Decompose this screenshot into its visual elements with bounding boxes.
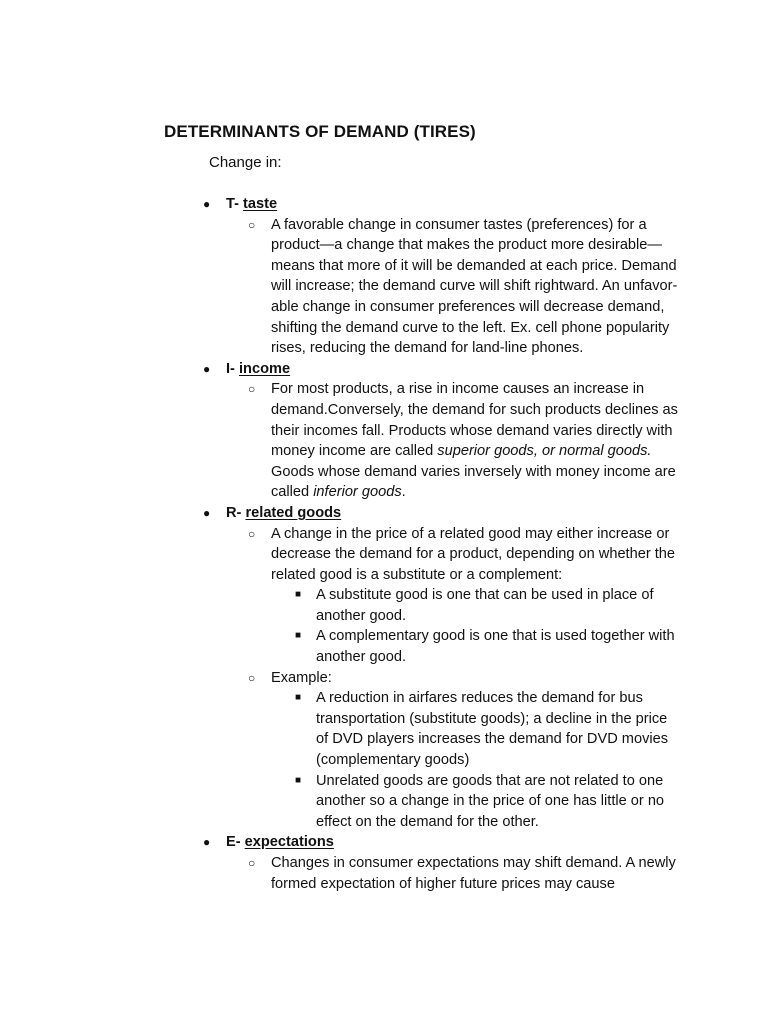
bullet-circle-icon: ○ bbox=[248, 856, 256, 870]
sub-item-related-description bbox=[0, 524, 681, 586]
bullet-square-icon: ■ bbox=[295, 630, 302, 642]
italic-text: superior goods, or normal goods. bbox=[437, 443, 652, 460]
heading-taste bbox=[226, 196, 277, 212]
paragraph-text: A favorable change in consumer tastes (preferences) for a product—a change that makes the product more desirable—means that more of it will be demanded at each price. Demand will increase; the demand curve will shift rightward. An unfavor- able change in consumer preferences will decrease demand, shifting the demand curve to the left. Ex. cell phone popularity rises, reducing the demand for land-line phones. bbox=[271, 216, 678, 357]
list-item-income bbox=[0, 359, 768, 380]
bullet-square-icon: ■ bbox=[295, 774, 302, 786]
document-body bbox=[0, 194, 768, 894]
paragraph-text bbox=[271, 381, 678, 500]
paragraph-text: A complementary good is one that is used together with another good. bbox=[316, 628, 675, 666]
bullet-circle-icon: ○ bbox=[248, 670, 256, 685]
text-run: . bbox=[401, 484, 406, 501]
sub-item-example bbox=[0, 668, 681, 689]
sub-sub-item-complementary bbox=[0, 626, 681, 667]
sub-item-income-description bbox=[0, 379, 681, 503]
sub-sub-item-example-unrelated bbox=[0, 771, 681, 833]
bullet-disc-icon: ● bbox=[203, 361, 211, 376]
bullet-disc-icon: ● bbox=[203, 505, 211, 520]
page-title: DETERMINANTS OF DEMAND (TIRES) bbox=[164, 122, 476, 141]
bullet-square-icon: ■ bbox=[295, 692, 302, 704]
heading-prefix: R- bbox=[226, 504, 246, 521]
text-run: For most products, a rise in income causes an increase in demand.Conversely, the demand for such products declines as their incomes fall. Products whose demand varies directly with money income are called bbox=[271, 381, 678, 460]
paragraph-text: Unrelated goods are goods that are not related to one another so a change in the price of one has little or no effect on the demand for the other. bbox=[316, 772, 665, 830]
heading-prefix: I- bbox=[226, 360, 239, 377]
heading-prefix: T- bbox=[226, 196, 244, 212]
sub-item-expectations-description bbox=[0, 853, 681, 894]
sub-item-taste-description bbox=[0, 215, 681, 359]
heading-term: income bbox=[238, 360, 291, 377]
paragraph-text: A change in the price of a related good may either increase or decrease the demand for a product, depending on whether the related good is a substitute or a complement: bbox=[271, 525, 676, 583]
bullet-disc-icon: ● bbox=[203, 197, 211, 211]
list-item-taste bbox=[0, 194, 768, 215]
heading-income bbox=[226, 361, 290, 377]
bullet-circle-icon: ○ bbox=[248, 217, 256, 232]
paragraph-text: Changes in consumer expectations may shift demand. A newly formed expectation of higher future prices may cause bbox=[271, 855, 676, 892]
list-item-related-goods bbox=[0, 503, 768, 524]
bullet-disc-icon: ● bbox=[203, 835, 211, 850]
bullet-circle-icon: ○ bbox=[248, 526, 256, 541]
sub-sub-item-example-airfares bbox=[0, 688, 681, 770]
list-item-expectations bbox=[0, 832, 768, 853]
heading-term: related goods bbox=[245, 504, 342, 521]
heading-expectations bbox=[226, 834, 334, 850]
paragraph-text: A reduction in airfares reduces the demand for bus transportation (substitute goods); a decline in the price of DVD players increases the demand for DVD movies (complementary goods) bbox=[316, 690, 669, 769]
paragraph-text: Example: bbox=[271, 669, 332, 686]
heading-related-goods bbox=[226, 505, 341, 521]
intro-text: Change in: bbox=[209, 154, 282, 171]
italic-text: inferior goods bbox=[313, 484, 402, 501]
heading-prefix: E- bbox=[226, 834, 245, 851]
bullet-circle-icon: ○ bbox=[248, 382, 256, 397]
paragraph-text: A substitute good is one that can be used in place of another good. bbox=[316, 587, 654, 624]
heading-term: taste bbox=[243, 196, 278, 212]
heading-term: expectations bbox=[244, 834, 334, 851]
text-run: Goods whose demand varies inversely with money income are called bbox=[271, 463, 676, 501]
sub-sub-item-substitute bbox=[0, 585, 681, 626]
bullet-square-icon: ■ bbox=[295, 589, 302, 601]
